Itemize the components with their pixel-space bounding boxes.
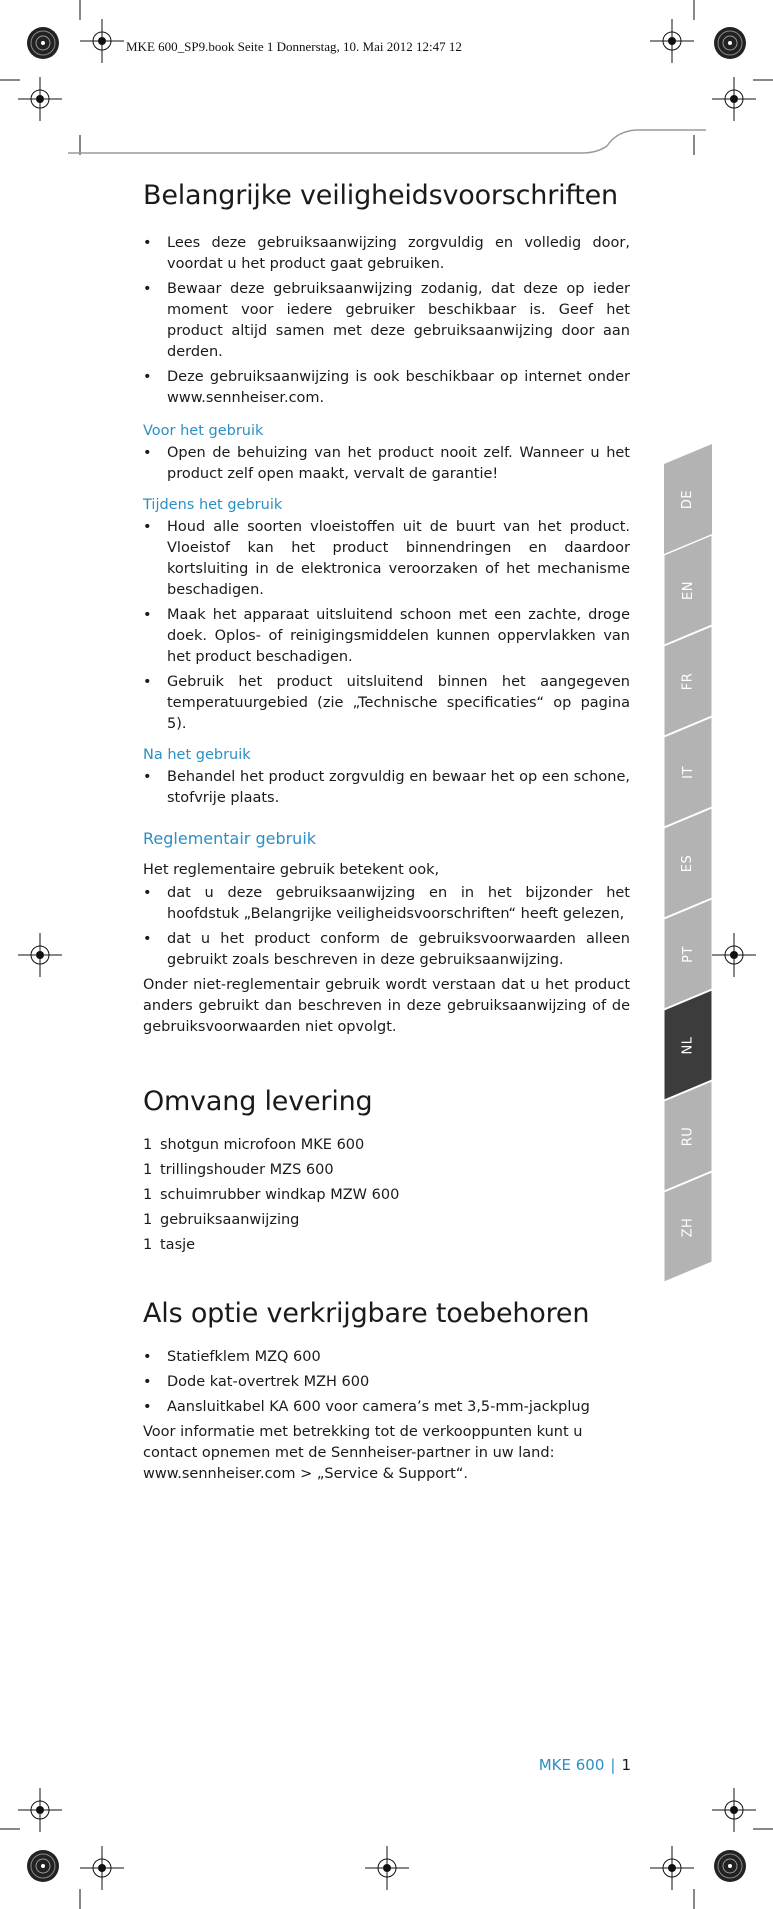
- registration-mark-icon: [650, 19, 694, 63]
- registration-mark-icon: [18, 77, 62, 121]
- accessories-list: [143, 1347, 630, 1418]
- registration-mark-icon: [712, 933, 756, 977]
- printer-star-target-icon: [714, 27, 746, 59]
- intended-use-list: [143, 883, 630, 971]
- list-item: 1 tasje: [143, 1237, 196, 1253]
- during-use-heading: Tijdens het gebruik: [143, 497, 283, 513]
- registration-mark-icon: [18, 1788, 62, 1832]
- before-use-list: [143, 443, 630, 485]
- registration-mark-icon: [712, 1788, 756, 1832]
- tab-pt[interactable]: PT: [664, 899, 712, 1009]
- safety-intro-list: [143, 233, 630, 409]
- bullet-icon: •: [143, 1374, 152, 1390]
- footer-model: MKE 600: [538, 1756, 605, 1774]
- intended-use-heading: Reglementair gebruik: [143, 829, 317, 848]
- after-use-list: [143, 767, 630, 809]
- page-number: 1: [621, 1756, 631, 1774]
- registration-mark-icon: [80, 1846, 124, 1890]
- list-item: • Lees deze gebruiksaanwijzing zorgvuldig en volledig door, voordat u het product gaat gebruiken.: [143, 235, 630, 272]
- bullet-icon: •: [143, 445, 152, 461]
- bullet-icon: •: [143, 235, 152, 251]
- delivery-list: [143, 1135, 630, 1256]
- list-item: 1 schuimrubber windkap MZW 600: [143, 1187, 400, 1203]
- print-slug: MKE 600_SP9.book Seite 1 Donnerstag, 10. Mai 2012 12:47 12: [126, 39, 462, 54]
- registration-mark-icon: [365, 1846, 409, 1890]
- list-item: • Dode kat-overtrek MZH 600: [143, 1372, 630, 1393]
- accessories-title: Als optie verkrijgbare toebehoren: [143, 1298, 590, 1329]
- list-item: 1 gebruiksaanwijzing: [143, 1212, 300, 1228]
- list-item: • Behandel het product zorgvuldig en bewaar het op een schone, stofvrije plaats.: [143, 769, 630, 806]
- bullet-icon: •: [143, 674, 152, 690]
- tab-it[interactable]: IT: [664, 717, 712, 827]
- list-item: • Gebruik het product uitsluitend binnen het aangegeven temperatuurgebied (zie „Technische specificaties“ op pagina 5).: [143, 674, 630, 732]
- during-use-list: [143, 517, 630, 735]
- bullet-icon: •: [143, 607, 152, 623]
- list-item: • Aansluitkabel KA 600 voor camera’s met 3,5-mm-jackplug: [143, 1397, 630, 1418]
- bullet-icon: •: [143, 1399, 152, 1415]
- printer-star-target-icon: [27, 1850, 59, 1882]
- list-item: • Bewaar deze gebruiksaanwijzing zodanig, dat deze op ieder moment voor iedere gebruiker beschikbaar is. Geef het product altijd samen met deze gebruiksaanwijzing door aan derden.: [143, 281, 630, 360]
- tab-fr[interactable]: FR: [664, 626, 712, 736]
- intended-use-intro: Het reglementaire gebruik betekent ook,: [143, 862, 440, 878]
- after-use-heading: Na het gebruik: [143, 747, 251, 763]
- bullet-icon: •: [143, 369, 152, 385]
- tab-es[interactable]: ES: [664, 808, 712, 918]
- bullet-icon: •: [143, 769, 152, 785]
- intended-use-outro: Onder niet-reglementair gebruik wordt verstaan dat u het product anders gebruikt dan beschreven in deze gebruiksaanwijzing of de gebruiksvoorwaarden niet opvolgt.: [143, 977, 630, 1035]
- printer-star-target-icon: [27, 27, 59, 59]
- bullet-icon: •: [143, 1349, 152, 1365]
- list-item: • Maak het apparaat uitsluitend schoon met een zachte, droge doek. Oplos- of reinigingsmiddelen kunnen oppervlakken van het product beschadigen.: [143, 607, 630, 665]
- accessories-contact: Voor informatie met betrekking tot de verkooppunten kunt u contact opnemen met de Sennheiser-partner in uw land: www.sennheiser.com > „Service & Support“.: [143, 1424, 583, 1482]
- page-footer: [539, 1756, 631, 1774]
- registration-mark-icon: [650, 1846, 694, 1890]
- list-item: • Deze gebruiksaanwijzing is ook beschikbaar op internet onder www.sennheiser.com.: [143, 369, 630, 406]
- list-item: • Statiefklem MZQ 600: [143, 1347, 630, 1368]
- list-item: • dat u het product conform de gebruiksvoorwaarden alleen gebruikt zoals beschreven in deze gebruiksaanwijzing.: [143, 931, 630, 968]
- tab-en[interactable]: EN: [664, 535, 712, 645]
- registration-mark-icon: [18, 933, 62, 977]
- page-content: [143, 180, 630, 1485]
- before-use-heading: Voor het gebruik: [143, 423, 264, 439]
- bullet-icon: •: [143, 281, 152, 297]
- tab-ru[interactable]: RU: [664, 1081, 712, 1191]
- list-item: • Houd alle soorten vloeistoffen uit de buurt van het product. Vloeistof kan het product binnendringen en daardoor kortsluiting in de elektronica veroorzaken of het mechanisme beschadigen.: [143, 519, 630, 598]
- bullet-icon: •: [143, 931, 152, 947]
- tab-nl[interactable]: NL: [664, 990, 712, 1100]
- registration-mark-icon: [712, 77, 756, 121]
- list-item: 1 shotgun microfoon MKE 600: [143, 1137, 365, 1153]
- list-item: • Open de behuizing van het product nooit zelf. Wanneer u het product zelf open maakt, vervalt de garantie!: [143, 445, 630, 482]
- tab-zh[interactable]: ZH: [664, 1172, 712, 1282]
- bullet-icon: •: [143, 885, 152, 901]
- list-item: 1 trillingshouder MZS 600: [143, 1162, 334, 1178]
- footer-separator: |: [610, 1756, 616, 1774]
- printer-star-target-icon: [714, 1850, 746, 1882]
- bullet-icon: •: [143, 519, 152, 535]
- list-item: • dat u deze gebruiksaanwijzing en in het bijzonder het hoofdstuk „Belangrijke veiligheidsvoorschriften“ heeft gelezen,: [143, 885, 630, 922]
- registration-mark-icon: [80, 19, 124, 63]
- delivery-title: Omvang levering: [143, 1086, 373, 1117]
- safety-title: Belangrijke veiligheidsvoorschriften: [143, 180, 618, 211]
- tab-de[interactable]: DE: [664, 444, 712, 554]
